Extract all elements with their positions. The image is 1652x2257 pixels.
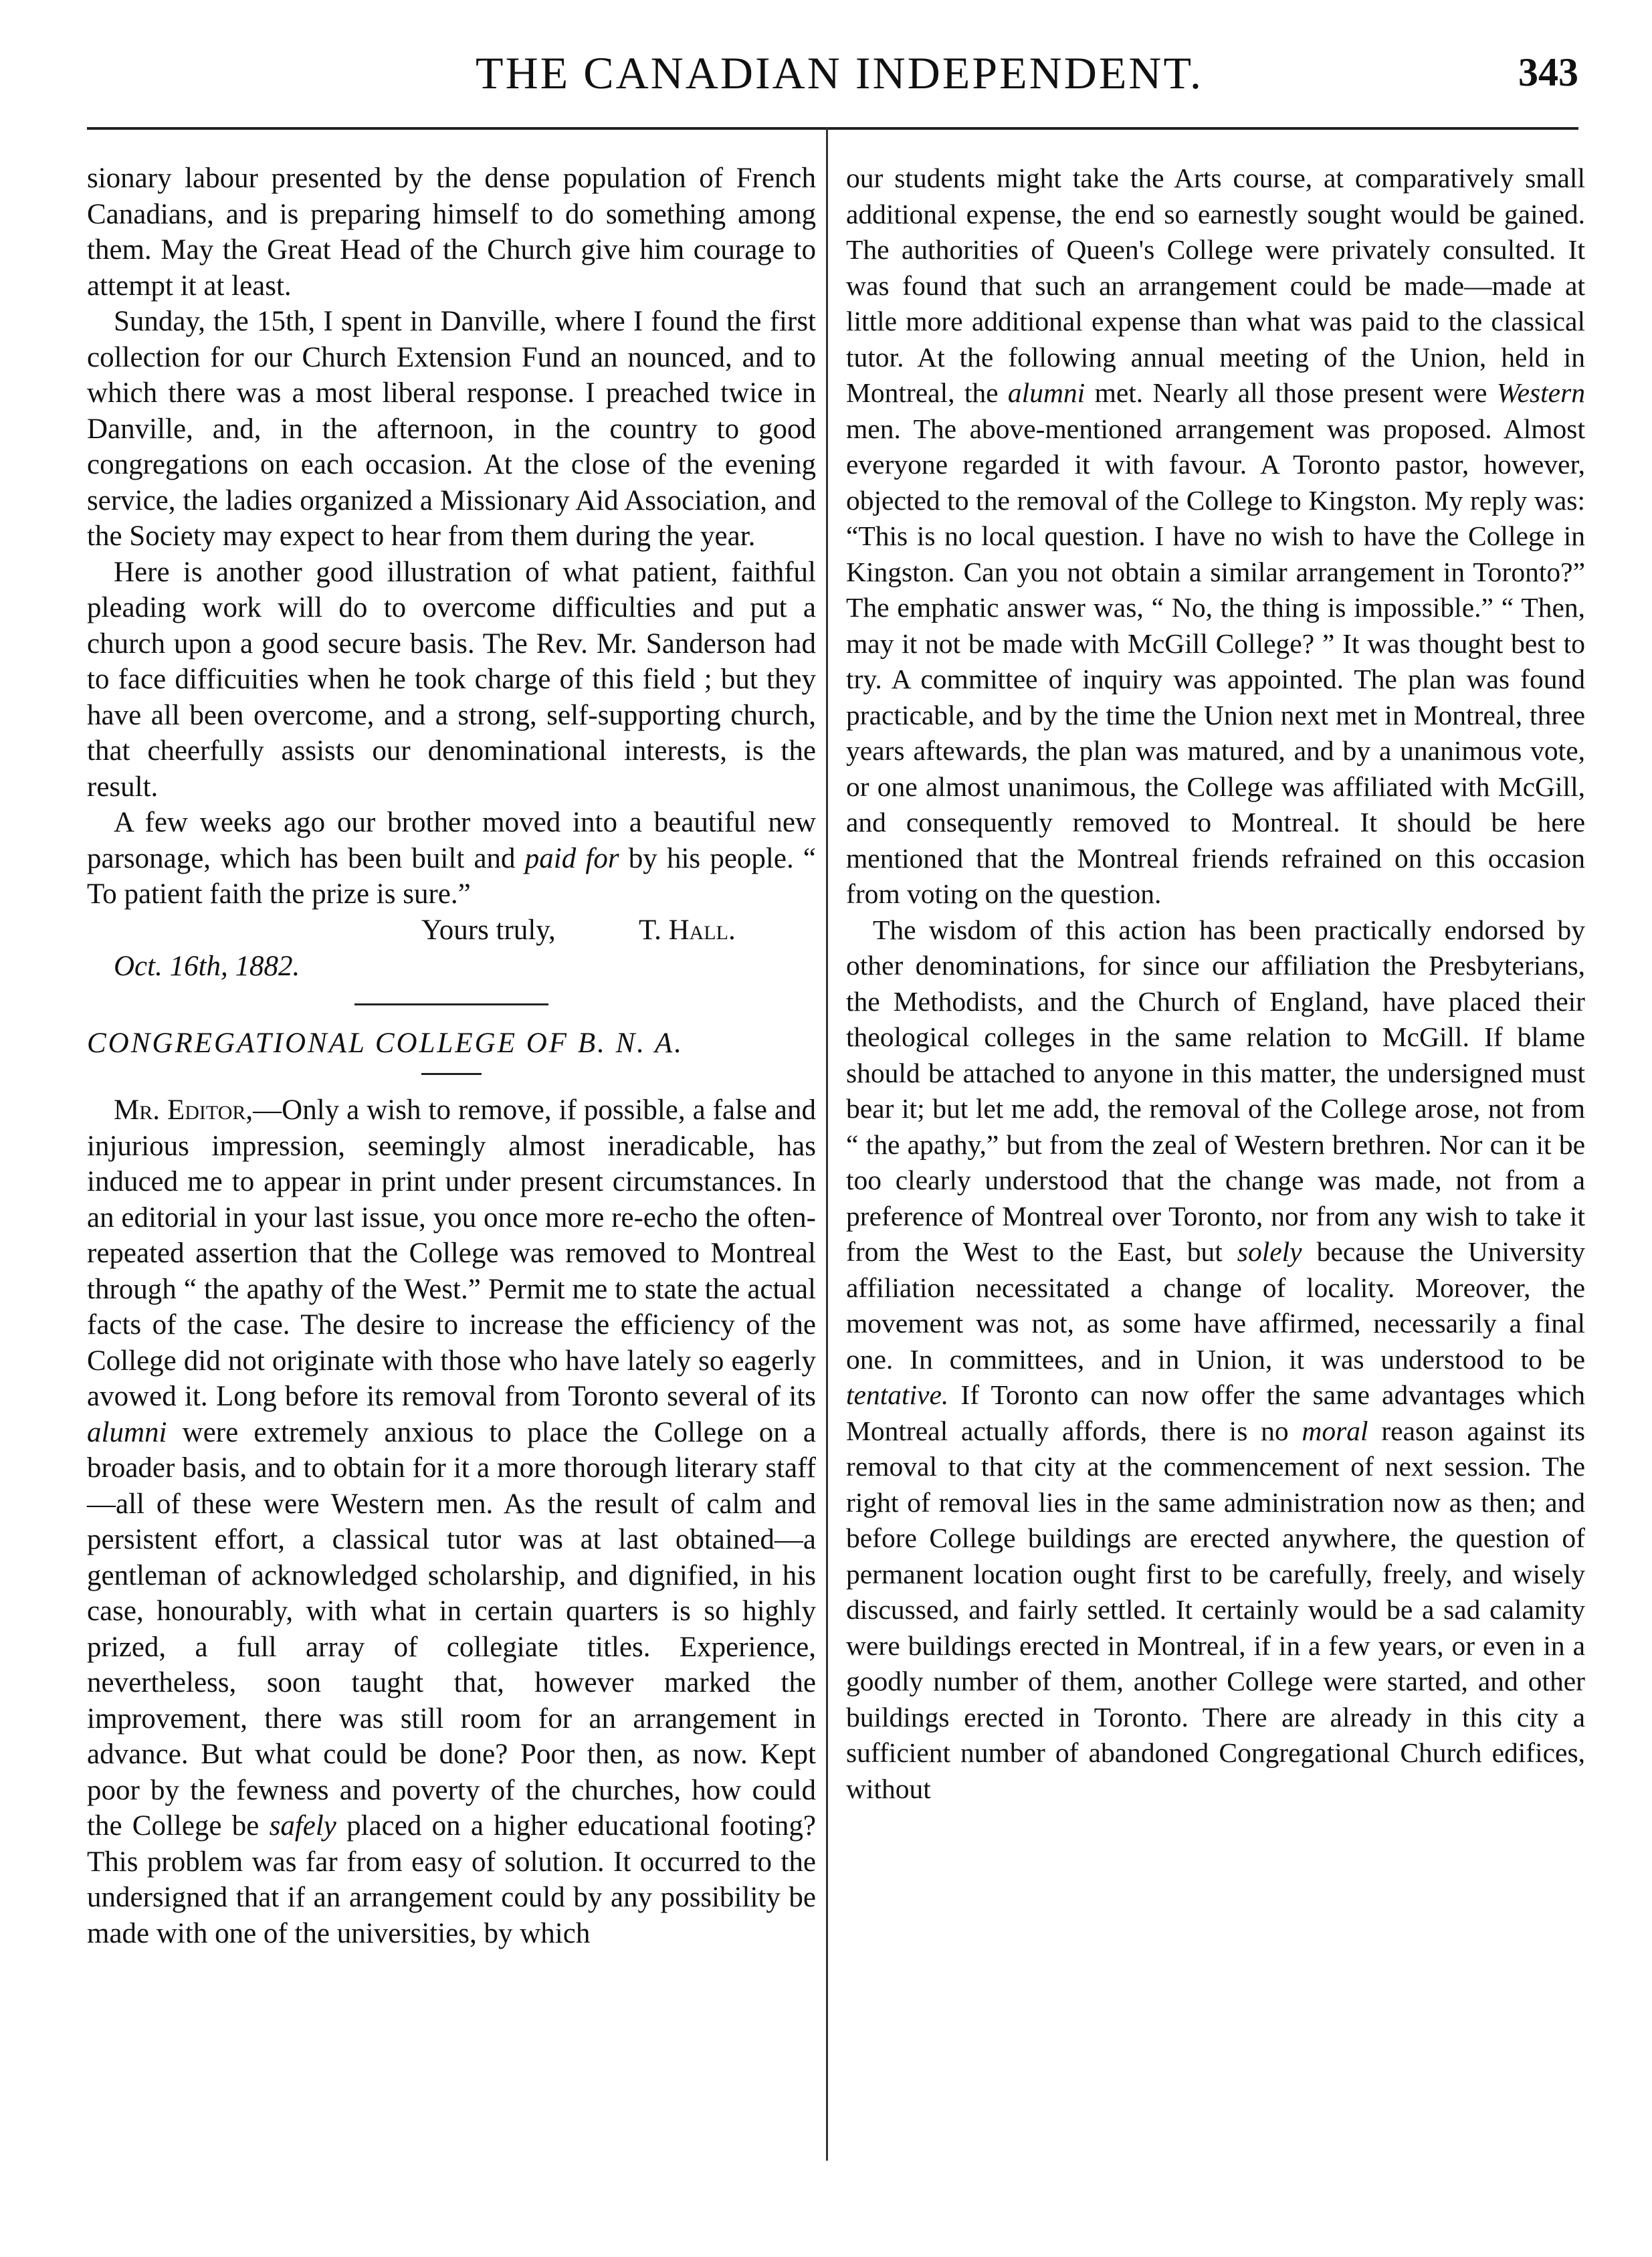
- text-run: were extremely anxious to place the College on a broader basis, and to obtain for it a more thorough literary staff—all of these were Western men. As the result of calm and persistent effort, a classical tutor was at last obtained—a gentleman of acknowledged scholarship, and dignified, in his case, honourably, with what in certain quarters is so highly prized, a full array of collegiate titles. Experience, nevertheless, soon taught that, however marked the improvement, there was still room for an arrangement in advance. But what could be done? Poor then, as now. Kept poor by the fewness and poverty of the churches, how could the College be: [87, 1416, 816, 1842]
- section-rule: [354, 1003, 548, 1005]
- right-column: [846, 161, 1585, 1807]
- text-run: If Toronto can now offer the same advantages which Montreal actually affords, there is no: [846, 1379, 1585, 1446]
- emphasized-text: paid for: [524, 842, 619, 874]
- journal-title: THE CANADIAN INDEPENDENT.: [476, 47, 1203, 98]
- column-divider: [826, 127, 828, 2161]
- header-rule: [87, 127, 1578, 130]
- text-run: —Only a wish to remove, if possible, a false and injurious impression, seemingly almost ineradicable, has induced me to appear in print under present circumstances. In an editorial in your last issue, you once more re-echo the often-repeated assertion that the College was removed to Montreal through “ the apathy of the West.” Permit me to state the actual facts of the case. The desire to increase the efficiency of the College did not originate with those who have lately so eagerly avowed it. Long before its removal from Toronto several of its: [87, 1094, 816, 1412]
- heading-rule: [421, 1073, 482, 1075]
- emphasized-text: Western: [1496, 377, 1585, 408]
- text-run: A few weeks ago our brother moved into a beautiful new parsonage, which has been built and: [87, 807, 816, 874]
- paragraph: sionary labour presented by the dense population of French Canadians, and is preparing himself to do something among them. May the Great Head of the Church give him courage to attempt it at least.: [87, 163, 816, 302]
- paragraph: [846, 912, 1585, 1807]
- left-column: [87, 161, 816, 1951]
- salutation: Mr. Editor,: [114, 1094, 253, 1126]
- text-run: because the University affiliation necessitated a change of locality. Moreover, the movement was not, as some have affirmed, necessarily a final one. In committees, and in Union, it was understood to be: [846, 1236, 1586, 1375]
- text-run: our students might take the Arts course, at comparatively small additional expense, the end so earnestly sought would be gained. The authorities of Queen's College were privately consulted. It was found that such an arrangement could be made—made at little more additional expense than what was paid to the classical tutor. At the following annual meeting of the Union, held in Montreal, the: [846, 163, 1585, 408]
- text-run: men. The above-mentioned arrangement was proposed. Almost everyone regarded it with favour. A Toronto pastor, however, objected to the removal of the College to Kingston. My reply was: “This is no local question. I have no wish to have the College in Kingston. Can you not obtain a similar arrangement in Toronto?” The emphatic answer was, “ No, the thing is impossible.” “ Then, may it not be made with McGill College? ” It was thought best to try. A committee of inquiry was appointed. The plan was found practicable, and by the time the Union next met in Montreal, three years aftewards, the plan was matured, and by a unanimous vote, or one almost unanimous, the College was affiliated with McGill, and consequently removed to Montreal. It should be here mentioned that the Montreal friends refrained on this occasion from voting on the question.: [846, 413, 1585, 909]
- paragraph: [846, 161, 1585, 912]
- emphasized-text: tentative.: [846, 1379, 949, 1410]
- letter-body: [87, 1092, 816, 1951]
- emphasized-text: moral: [1302, 1415, 1368, 1446]
- paragraph: Sunday, the 15th, I spent in Danville, where I found the first collection for our Church Extension Fund an nounced, and to which there was a most liberal response. I preached twice in Danville, and, in the afternoon, in the country to good congregations on each occasion. At the close of the evening service, the ladies organized a Missionary Aid Association, and the Society may expect to hear from them during the year.: [87, 306, 816, 552]
- letter-date: Oct. 16th, 1882.: [114, 950, 300, 982]
- letter-signoff: [87, 912, 816, 983]
- paragraph: [87, 805, 816, 912]
- text-run: by his people. “ To patient faith the prize is sure.”: [87, 842, 816, 910]
- text-run: The wisdom of this action has been practically endorsed by other denominations, for since our affiliation the Presbyterians, the Methodists, and the Church of England, have placed their theological colleges in the same relation to McGill. If blame should be attached to anyone in this matter, the undersigned must bear it; but let me add, the removal of the College arose, not from “ the apathy,” but from the zeal of Western brethren. Nor can it be too clearly understood that the change was made, not from a preference of Montreal over Toronto, nor from any wish to take it from the West to the East, but: [846, 914, 1585, 1267]
- emphasized-text: safely: [269, 1810, 336, 1842]
- section-heading: CONGREGATIONAL COLLEGE OF B. N. A.: [87, 1027, 684, 1059]
- emphasized-text: alumni: [1007, 377, 1086, 408]
- text-run: reason against its removal to that city at the commencement of next session. The right of removal lies in the same administration now as then; and before College buildings are erected anywhere, the question of permanent location ought first to be carefully, freely, and wisely discussed, and fairly settled. It certainly would be a sad calamity were buildings erected in Montreal, if in a few years, or even in a goodly number of them, another College were started, and other buildings erected in Toronto. There are already in this city a sufficient number of abandoned Congregational Church edifices, without: [846, 1415, 1585, 1804]
- page-number: 343: [1518, 50, 1578, 94]
- emphasized-text: alumni: [87, 1416, 167, 1448]
- text-run: met. Nearly all those present were: [1085, 377, 1497, 408]
- running-head: [87, 47, 1592, 107]
- emphasized-text: solely: [1237, 1236, 1302, 1267]
- signature: T. Hall.: [639, 914, 736, 946]
- text-run: placed on a higher educational footing? This problem was far from easy of solution. It occurred to the undersigned that if an arrangement could by any possibility be made with one of the universities, by which: [87, 1810, 816, 1949]
- closing: Yours truly,: [421, 914, 556, 946]
- paragraph: Here is another good illustration of what patient, faithful pleading work will do to overcome difficulties and put a church upon a good secure basis. The Rev. Mr. Sanderson had to face difficuities when he took charge of this field ; but they have all been overcome, and a strong, self-supporting church, that cheerfully assists our denominational interests, is the result.: [87, 556, 816, 803]
